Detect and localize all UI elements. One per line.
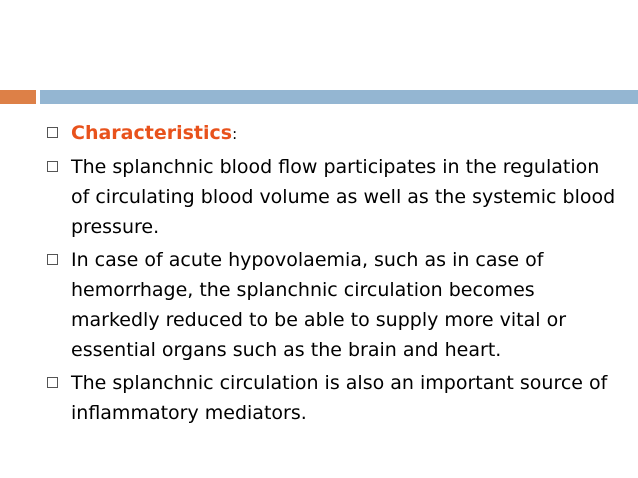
- empty-square-bullet-icon: [47, 377, 58, 388]
- empty-square-bullet-icon: [47, 127, 58, 138]
- empty-square-bullet-icon: [47, 254, 58, 265]
- bullet-text-3: The splanchnic circulation is also an important source of inflammatory mediators.: [71, 372, 608, 424]
- bullet-text-2: In case of acute hypovolaemia, such as in case of hemorrhage, the splanchnic circulation becomes markedly reduced to be able to supply more vital or essential organs such as the brain and heart.: [71, 249, 567, 361]
- bullet-heading: [47, 118, 617, 149]
- heading-colon: :: [232, 125, 238, 143]
- bullet-text-1: The splanchnic blood flow participates in the regulation of circulating blood volume as well as the systemic blood pressure.: [71, 156, 616, 238]
- empty-square-bullet-icon: [47, 161, 58, 172]
- accent-bar-blue: [40, 90, 638, 104]
- bullet-list: [47, 118, 617, 431]
- bullet-item-2: [47, 245, 617, 365]
- bullet-item-3: [47, 368, 617, 428]
- accent-bar-orange: [0, 90, 36, 104]
- bullet-item-1: [47, 152, 617, 242]
- heading-label: Characteristics: [71, 122, 233, 144]
